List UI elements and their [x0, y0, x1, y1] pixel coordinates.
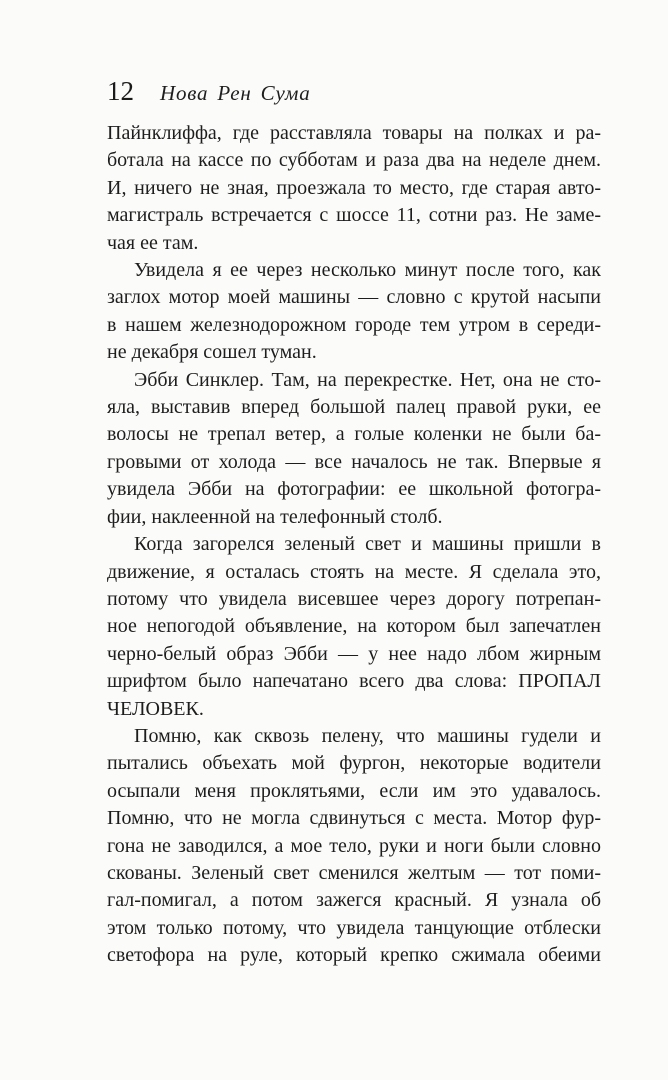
text-line: И, ничего не зная, проезжала то место, где старая авто- — [107, 176, 601, 199]
text-line: шрифтом было напечатано всего два слова: ПРОПАЛ — [107, 670, 601, 693]
page-number: 12 — [107, 76, 134, 106]
text-line: фии, наклеенной на телефонный столб. — [107, 505, 443, 528]
text-line: ное непогодой объявление, на котором был запечатлен — [107, 615, 601, 638]
text-line: Когда загорелся зеленый свет и машины пришли в — [134, 533, 601, 556]
text-line: ЧЕЛОВЕК. — [107, 697, 204, 720]
text-line: черно-белый образ Эбби — у нее надо лбом жирным — [107, 642, 601, 665]
text-line: этом только потому, что увидела танцующие отблески — [107, 916, 601, 939]
text-line: волосы не трепал ветер, а голые коленки не были ба- — [107, 423, 601, 446]
text-line: гона не заводился, а мое тело, руки и ноги были словно — [107, 834, 601, 857]
text-line: Помню, что не могла сдвинуться с места. Мотор фур- — [107, 807, 601, 830]
text-line: магистраль встречается с шоссе 11, сотни раз. Не заме- — [107, 204, 601, 227]
text-line: увидела Эбби на фотографии: ее школьной фотогра- — [107, 478, 601, 501]
text-line: гал-помигал, а потом зажегся красный. Я узнала об — [107, 889, 601, 912]
text-line: осыпали меня проклятьями, если им это удавалось. — [107, 779, 601, 802]
running-header — [107, 76, 311, 106]
text-line: не декабря сошел туман. — [107, 341, 317, 364]
text-line: ботала на кассе по субботам и раза два на неделе днем. — [107, 149, 601, 172]
running-head-author: Нова Рен Сума — [160, 81, 311, 105]
text-line: гровыми от холода — все началось не так. Впервые я — [107, 450, 601, 473]
text-line: движение, я осталась стоять на месте. Я сделала это, — [107, 560, 601, 583]
text-line: чая ее там. — [107, 231, 199, 254]
text-line: Эбби Синклер. Там, на перекрестке. Нет, она не сто- — [134, 368, 601, 391]
text-line: заглох мотор моей машины — словно с крутой насыпи — [107, 286, 601, 309]
text-line: Пайнклиффа, где расставляла товары на полках и ра- — [107, 122, 601, 144]
text-line: яла, выставив вперед большой палец правой руки, ее — [107, 396, 601, 419]
text-line: скованы. Зеленый свет сменился желтым — тот поми- — [107, 861, 601, 884]
body-text — [107, 120, 601, 970]
text-line: потому что увидела висевшее через дорогу потрепан- — [107, 587, 601, 610]
text-line: Увидела я ее через несколько минут после того, как — [134, 259, 601, 282]
text-line: в нашем железнодорожном городе тем утром в середи- — [107, 313, 601, 336]
text-line: пытались объехать мой фургон, некоторые водители — [107, 752, 601, 775]
text-line: Помню, как сквозь пелену, что машины гудели и — [134, 724, 601, 747]
text-line: светофора на руле, который крепко сжимала обеими — [107, 944, 601, 967]
